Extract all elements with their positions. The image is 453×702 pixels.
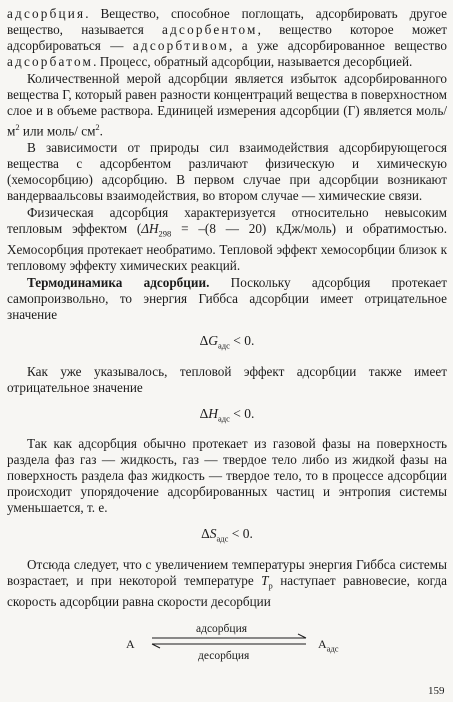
paragraph-equilibrium bbox=[7, 557, 447, 610]
species-symbol: A bbox=[318, 637, 327, 651]
text: наступает равновесие, когда скорость адсорбции равна скорости десорбции bbox=[7, 573, 447, 609]
paragraph-thermodynamics bbox=[7, 275, 447, 323]
species-a-adsorbed bbox=[318, 636, 339, 656]
text: . Процесс, обратный адсорбции, называется десорбцией. bbox=[93, 54, 413, 69]
adsorption-label: адсорбция bbox=[196, 623, 248, 635]
subscript: 298 bbox=[158, 229, 172, 240]
equilibrium-arrows-icon bbox=[150, 633, 310, 649]
subscript: р bbox=[268, 580, 273, 591]
text: Физическая адсорбция характеризуется относительно невысоким тепловым эффектом ( bbox=[7, 205, 447, 237]
formula-rel: < 0. bbox=[229, 333, 255, 349]
formula-entropy bbox=[7, 526, 447, 547]
term-adsorbent: адсорбентом bbox=[162, 22, 258, 37]
text: Поскольку адсорбция протекает самопроизвольно, то энергия Гиббса адсорбции имеет отрицательное значение bbox=[7, 275, 447, 323]
subscript: адс bbox=[326, 643, 339, 654]
delta-symbol: Δ bbox=[199, 405, 209, 421]
formula-var: S bbox=[209, 526, 217, 542]
paragraph-physical-adsorption bbox=[7, 205, 447, 274]
subscript: адс bbox=[218, 340, 230, 351]
paragraph-adsorption-terms bbox=[7, 6, 447, 70]
term-adsorbate: адсорбатом bbox=[7, 54, 94, 69]
subscript: адс bbox=[218, 413, 230, 424]
equilibrium-scheme bbox=[0, 619, 453, 661]
term-adsorbtive: адсорбтивом bbox=[132, 38, 230, 53]
formula-rel: < 0. bbox=[229, 405, 255, 421]
term-adsorption: адсорбция bbox=[7, 6, 86, 21]
delta-h-symbol: ΔH bbox=[141, 221, 159, 237]
delta-symbol: Δ bbox=[201, 526, 210, 542]
text: , а уже адсорбированное вещество bbox=[229, 38, 447, 53]
paragraph-entropy: Так как адсорбция обычно протекает из газовой фазы на поверхность раздела фаз газ — жидкость, газ — твердое тело либо из жидкой фазы на поверхность раздела фаз жидкость — твердое тело, то в процессе адсорбции происходит упорядочение адсорбированных частиц и энтропия системы уменьшается, т. е. bbox=[7, 436, 447, 516]
text: . bbox=[99, 123, 103, 139]
delta-symbol: Δ bbox=[199, 333, 209, 349]
text: . Вещество, способное поглощать, адсорбировать другое вещество, называется bbox=[7, 6, 447, 37]
text: или моль/ см bbox=[19, 123, 96, 139]
page-number: 159 bbox=[428, 685, 445, 697]
section-heading: Термодинамика адсорбции. bbox=[27, 275, 210, 291]
text: Количественной мерой адсорбции является избыток адсорбированного вещества Г, который равен разности концентраций вещества в поверхностном слое и в объеме раствора. Единицей измерения адсорбции (Г) является моль/ м bbox=[7, 71, 447, 139]
superscript: 2 bbox=[95, 122, 100, 132]
text: = –(8 — 20) кДж/моль) и обратимостью. Хемосорбция протекает необратимо. Тепловой эффект хемосорбции близок к тепловому эффекту химических реакций. bbox=[7, 221, 448, 274]
superscript: 2 bbox=[15, 122, 20, 132]
paragraph-physical-chemical: В зависимости от природы сил взаимодействия адсорбирующегося вещества с адсорбентом различают физическую и химическую (хемосорбцию) адсорбцию. В первом случае при адсорбции возникают вандерваальсовы взаимодействия, во втором случае — химические связи. bbox=[7, 140, 447, 204]
formula-enthalpy bbox=[7, 406, 447, 427]
formula-rel: < 0. bbox=[228, 526, 253, 542]
desorption-label: десорбция bbox=[198, 650, 250, 662]
formula-var: G bbox=[208, 333, 219, 349]
text: Отсюда следует, что с увеличением температуры энергия Гиббса системы возрастает, и при некоторой температуре bbox=[7, 557, 447, 589]
formula-var: H bbox=[208, 405, 219, 421]
paragraph-quantitative-measure bbox=[7, 71, 447, 139]
text: , вещество которое может адсорбироваться — bbox=[7, 22, 447, 53]
temperature-symbol: T bbox=[261, 573, 269, 589]
species-a: A bbox=[126, 637, 135, 651]
subscript: адс bbox=[216, 534, 229, 545]
formula-gibbs bbox=[7, 333, 447, 354]
paragraph-heat-effect: Как уже указывалось, тепловой эффект адсорбции также имеет отрицательное значение bbox=[7, 363, 447, 395]
